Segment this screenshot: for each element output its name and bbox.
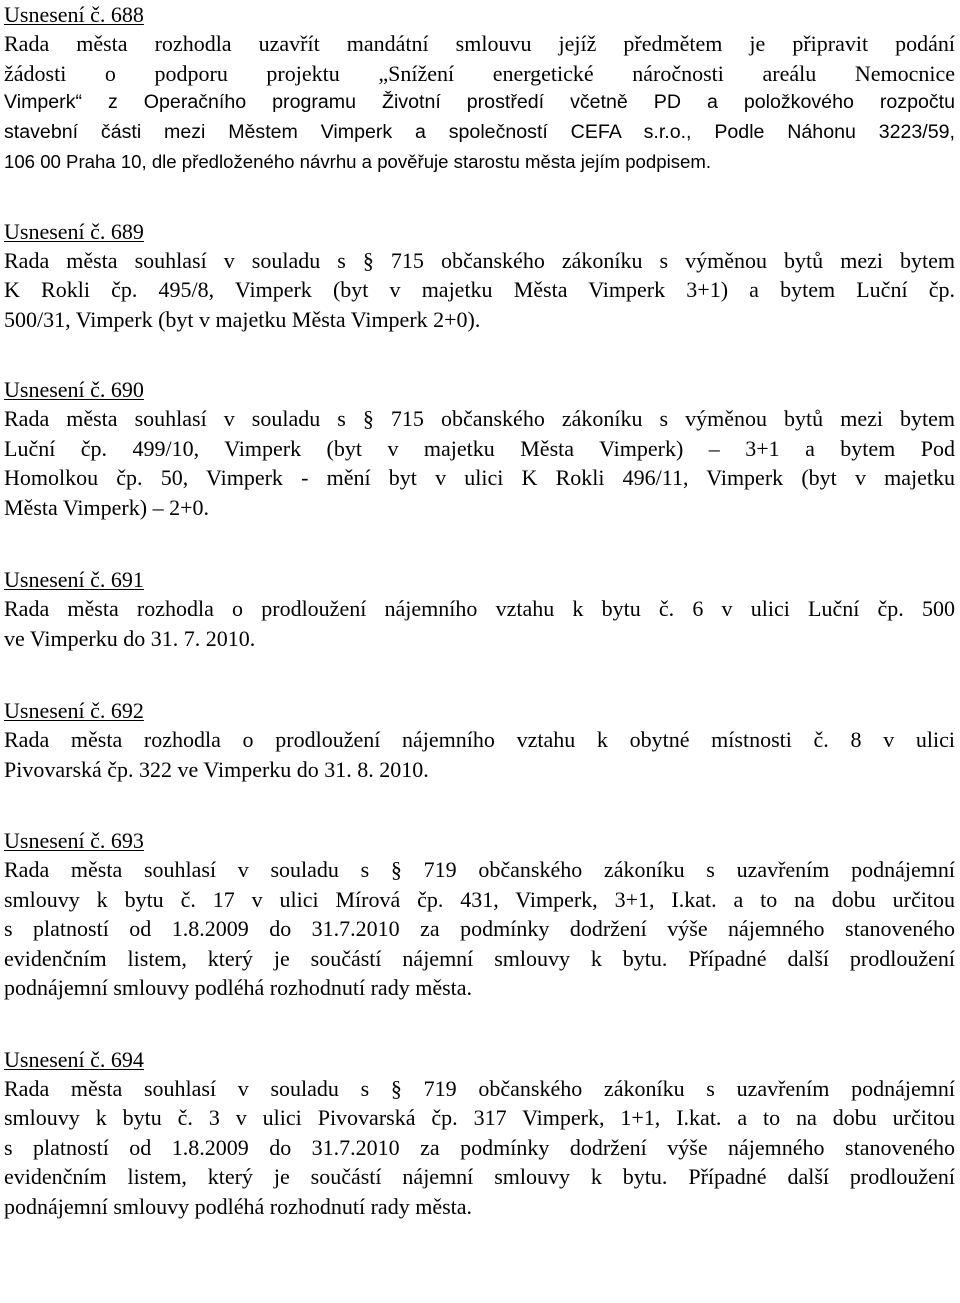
text-line: 106 00 Praha 10, dle předloženého návrhu a pověřuje starostu města jejím podpisem. (4, 151, 711, 172)
text-line: evidenčním listem, který je součástí nájemní smlouvy k bytu. Případné další prodloužení (4, 945, 955, 971)
resolution-text (4, 1074, 955, 1222)
text-line: Rada města rozhodla o prodloužení nájemního vztahu k obytné místnosti č. 8 v ulici (4, 727, 955, 752)
text-line: s platností od 1.8.2009 do 31.7.2010 za podmínky dodržení výše nájemného stanoveného (4, 1134, 955, 1160)
text-line: Rada města souhlasí v souladu s § 719 občanského zákoníku s uzavřením podnájemní (4, 1075, 955, 1101)
text-line: Vimperk“ z Operačního programu Životní prostředí včetně PD a položkového rozpočtu (4, 91, 955, 113)
resolution-690 (4, 375, 955, 522)
text-line: 500/31, Vimperk (byt v majetku Města Vimperk 2+0). (4, 306, 481, 332)
text-line: smlouvy k bytu č. 17 v ulici Mírová čp. 431, Vimperk, 3+1, I.kat. a to na dobu určitou (4, 886, 955, 912)
resolution-693 (4, 826, 955, 1003)
text-line: s platností od 1.8.2009 do 31.7.2010 za podmínky dodržení výše nájemného stanoveného (4, 916, 955, 941)
resolution-text (4, 29, 955, 177)
resolution-688 (4, 0, 955, 177)
resolution-title: Usnesení č. 694 (4, 1046, 144, 1072)
resolution-689 (4, 217, 955, 335)
resolution-text (4, 246, 955, 335)
resolution-title: Usnesení č. 688 (4, 2, 144, 27)
text-line: evidenčním listem, který je součástí nájemní smlouvy k bytu. Případné další prodloužení (4, 1164, 955, 1189)
text-line: Rada města souhlasí v souladu s § 715 občanského zákoníku s výměnou bytů mezi bytem (4, 406, 955, 431)
text-line: Rada města souhlasí v souladu s § 719 občanského zákoníku s uzavřením podnájemní (4, 857, 955, 882)
resolution-text (4, 725, 955, 784)
text-line: Rada města rozhodla o prodloužení nájemního vztahu k bytu č. 6 v ulici Luční čp. 500 (4, 596, 955, 621)
resolution-title: Usnesení č. 690 (4, 377, 144, 402)
text-line: K Rokli čp. 495/8, Vimperk (byt v majetku Města Vimperk 3+1) a bytem Luční čp. (4, 277, 955, 302)
resolution-text (4, 404, 955, 522)
text-line: podnájemní smlouvy podléhá rozhodnutí rady města. (4, 975, 473, 1000)
text-line: stavební části mezi Městem Vimperk a společností CEFA s.r.o., Podle Náhonu 3223/59, (4, 120, 955, 143)
text-line: Rada města rozhodla uzavřít mandátní smlouvu jejíž předmětem je připravit podání (4, 31, 955, 56)
resolution-691 (4, 565, 955, 653)
text-line: žádosti o podporu projektu „Snížení energetické náročnosti areálu Nemocnice (4, 60, 955, 86)
text-line: podnájemní smlouvy podléhá rozhodnutí rady města. (4, 1193, 473, 1219)
text-line: Rada města souhlasí v souladu s § 715 občanského zákoníku s výměnou bytů mezi bytem (4, 247, 955, 273)
text-line: Luční čp. 499/10, Vimperk (byt v majetku Města Vimperk) – 3+1 a bytem Pod (4, 435, 955, 461)
resolution-text (4, 855, 955, 1003)
text-line: Homolkou čp. 50, Vimperk - mění byt v ulici K Rokli 496/11, Vimperk (byt v majetku (4, 465, 955, 490)
resolution-692 (4, 696, 955, 784)
document-page (4, 0, 955, 1221)
resolution-text (4, 594, 955, 653)
resolution-694 (4, 1045, 955, 1222)
resolution-title: Usnesení č. 693 (4, 828, 144, 853)
resolution-title: Usnesení č. 689 (4, 218, 144, 244)
text-line: smlouvy k bytu č. 3 v ulici Pivovarská čp. 317 Vimperk, 1+1, I.kat. a to na dobu určitou (4, 1105, 955, 1130)
resolution-title: Usnesení č. 691 (4, 567, 144, 592)
text-line: Města Vimperk) – 2+0. (4, 494, 209, 520)
text-line: ve Vimperku do 31. 7. 2010. (4, 625, 256, 651)
text-line: Pivovarská čp. 322 ve Vimperku do 31. 8. 2010. (4, 756, 429, 782)
resolution-title: Usnesení č. 692 (4, 698, 144, 723)
